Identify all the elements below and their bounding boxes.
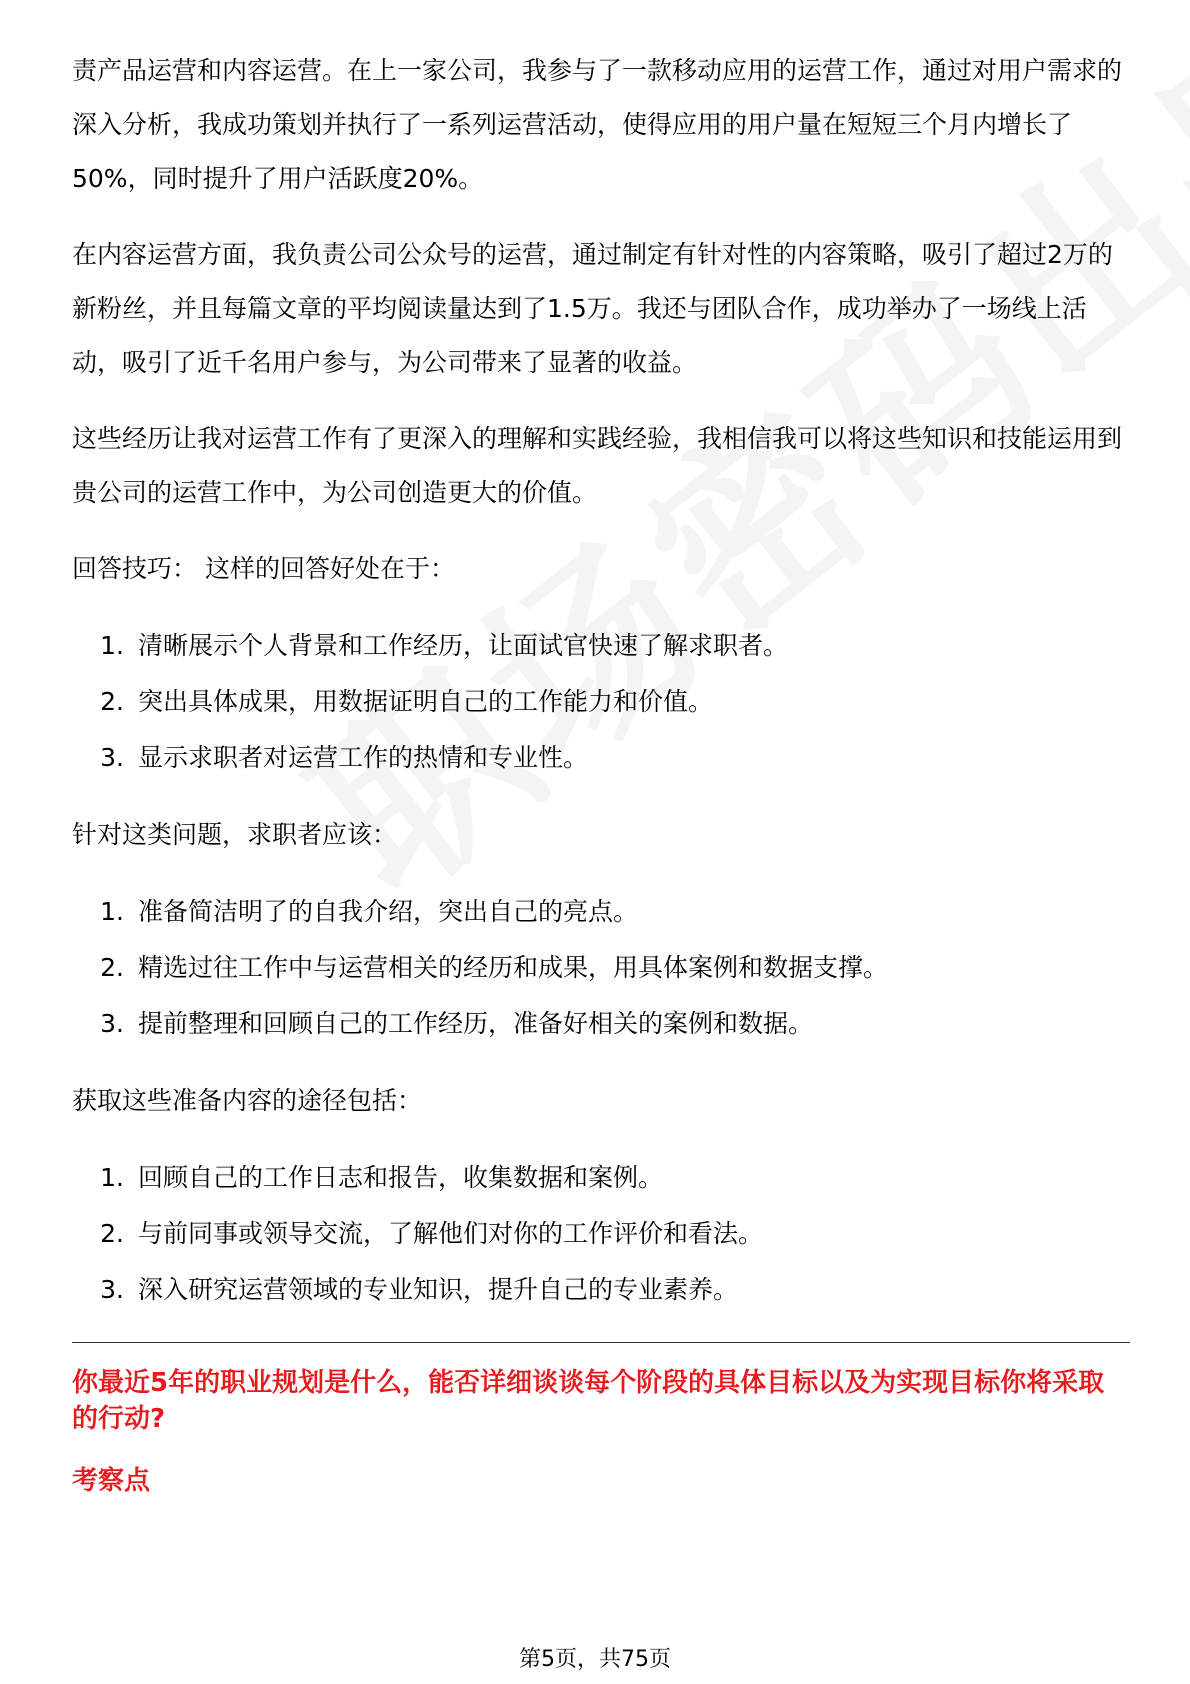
- list-item: 3. 提前整理和回顾自己的工作经历，准备好相关的案例和数据。: [100, 1009, 814, 1038]
- should-list: [72, 884, 1122, 1052]
- paragraph-content-ops: 在内容运营方面，我负责公司公众号的运营，通过制定有针对性的内容策略，吸引了超过2万的新粉丝，并且每篇文章的平均阅读量达到了1.5万。我还与团队合作，成功举办了一场线上活动，吸引了近千名用户参与，为公司带来了显著的收益。: [72, 240, 1113, 377]
- next-question-heading: 你最近5年的职业规划是什么，能否详细谈谈每个阶段的具体目标以及为实现目标你将采取的行动?: [72, 1368, 1105, 1434]
- assessment-points-heading: 考察点: [72, 1466, 151, 1496]
- tips-intro: 回答技巧： 这样的回答好处在于：: [72, 554, 455, 583]
- list-item: 3. 深入研究运营领域的专业知识，提升自己的专业素养。: [100, 1275, 739, 1304]
- tips-list: [72, 618, 1122, 786]
- ways-intro: 获取这些准备内容的途径包括：: [72, 1086, 423, 1115]
- paragraph-experience: 责产品运营和内容运营。在上一家公司，我参与了一款移动应用的运营工作，通过对用户需求的深入分析，我成功策划并执行了一系列运营活动，使得应用的用户量在短短三个月内增长了50%，同时提升了用户活跃度20%。: [72, 56, 1123, 193]
- list-item: 2. 精选过往工作中与运营相关的经历和成果，用具体案例和数据支撑。: [100, 953, 889, 982]
- page-content: [72, 44, 1122, 1499]
- list-item: 1. 回顾自己的工作日志和报告，收集数据和案例。: [100, 1163, 664, 1192]
- ways-list: [72, 1150, 1122, 1318]
- should-intro: 针对这类问题，求职者应该：: [72, 820, 398, 849]
- paragraph-conclusion: 这些经历让我对运营工作有了更深入的理解和实践经验，我相信我可以将这些知识和技能运用到贵公司的运营工作中，为公司创造更大的价值。: [72, 424, 1123, 507]
- list-item: 1. 准备简洁明了的自我介绍，突出自己的亮点。: [100, 897, 639, 926]
- section-divider: [72, 1342, 1130, 1343]
- list-item: 2. 与前同事或领导交流，了解他们对你的工作评价和看法。: [100, 1219, 764, 1248]
- page-number: 第5页，共75页: [519, 1647, 671, 1672]
- list-item: 1. 清晰展示个人背景和工作经历，让面试官快速了解求职者。: [100, 631, 789, 660]
- list-item: 2. 突出具体成果，用数据证明自己的工作能力和价值。: [100, 687, 714, 716]
- list-item: 3. 显示求职者对运营工作的热情和专业性。: [100, 743, 589, 772]
